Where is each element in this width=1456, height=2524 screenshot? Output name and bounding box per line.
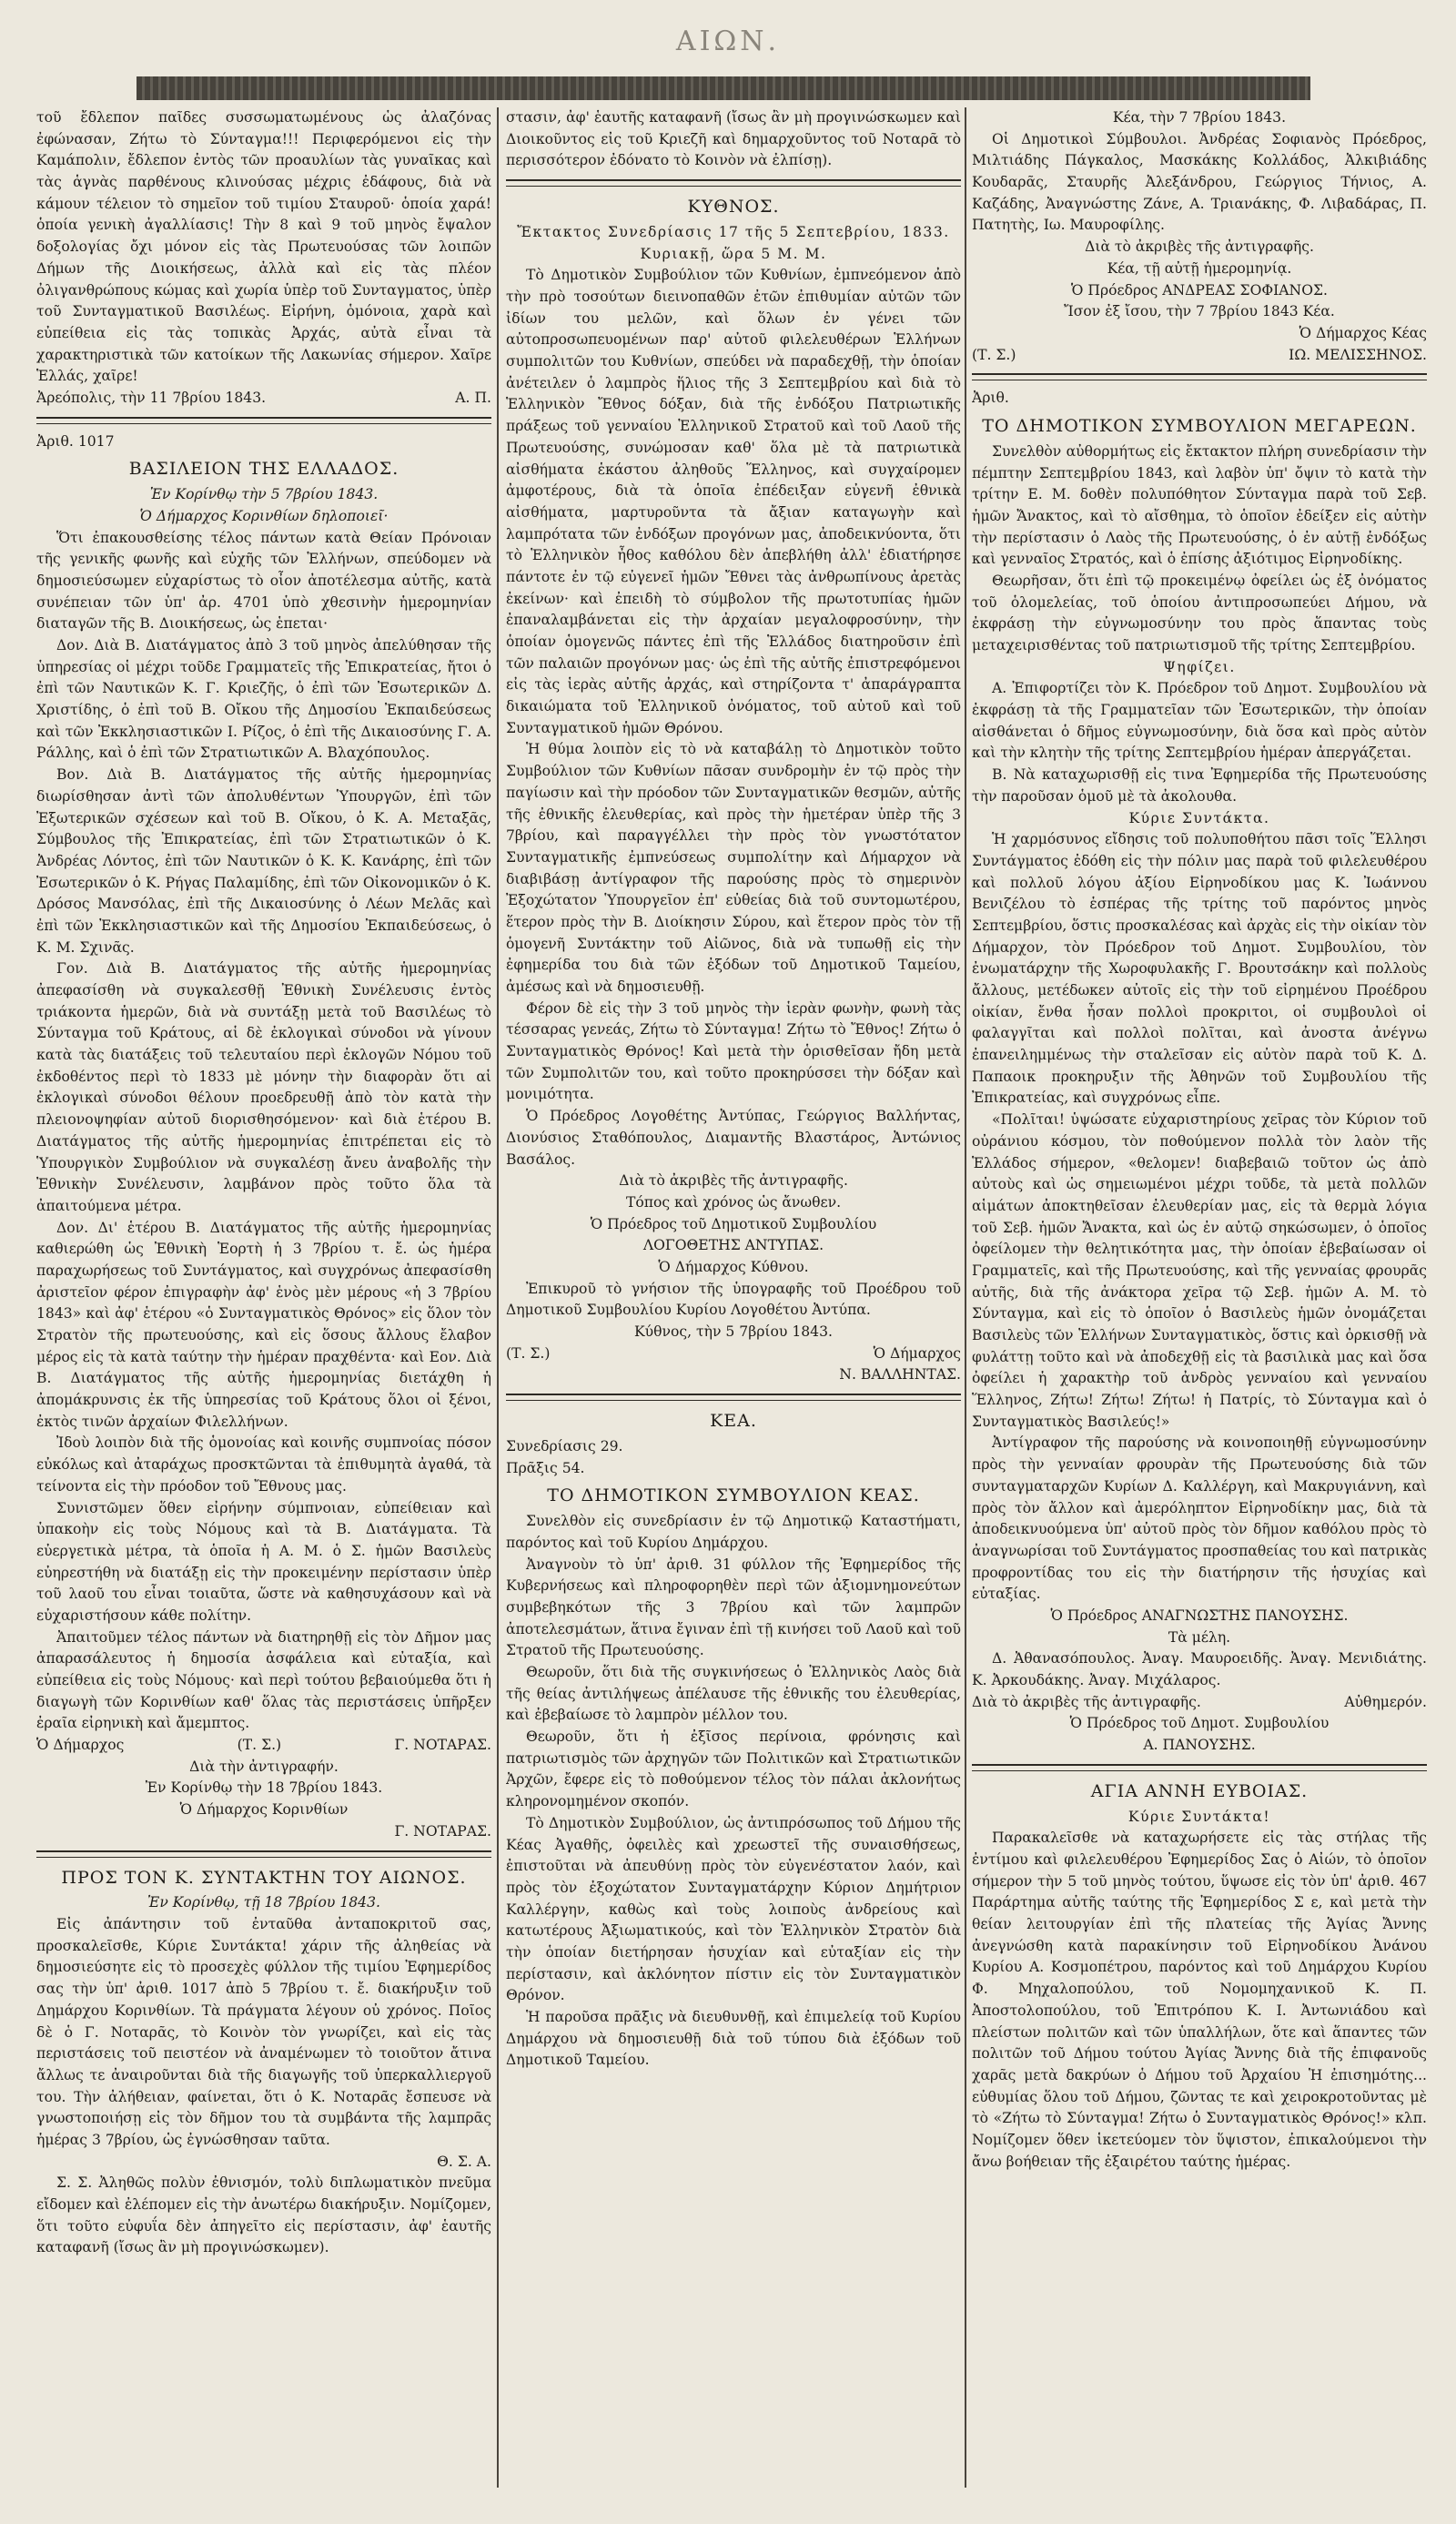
article-number: Ἀριθ. 1017	[36, 432, 115, 450]
dateline: Κέα, τὴν 7 7βρίου 1843.	[1112, 109, 1287, 126]
section-rule	[506, 179, 961, 187]
article-text: τοῦ ἔδλεπον παῖδες συσσωματωμένους ὡς ἀλαζόνας ἐφώνασαν, Ζήτω τὸ Σύνταγμα!!! Περιφερόμενοι εἰς τὴν Καμάπολιν, ἔδλεπον ἐντὸς τῶν προαυλίων τὰς γυναῖκας καὶ τὰς ἁγνὰς παρθένους κλινούσας μέχρις ἐδάφους, διὰ νὰ κάμουν τέλειον τὸ σημεῖον τοῦ τιμίου Σταυροῦ· ὁποία χαρά! ὁποία γενικὴ ἀγαλλίασις! Τὴν 8 καὶ 9 τοῦ μηνὸς ἔψαλον δοξολογίας ὄχι μόνον εἰς τὰς Πρωτευούσας τῶν λοιπῶν Δήμων τῆς Διοικήσεως, ἀλλὰ καὶ εἰς τὰς πλέον ὀλιγανθρώπους κώμας καὶ χωρία ὑπὲρ τοῦ Συνταγματος, ὑπὲρ τοῦ Συνταγματικοῦ Βασιλέως. Εἰρήνη, ὁμόνοια, χαρὰ καὶ εὐπείθεια εἰς τὰς τοπικὰς Ἀρχάς, αὐτὰ εἶναι τὰ χαρακτηριστικὰ τῶν κατοίκων τῆς Λακωνίας σήμερον. Χαῖρε Ἑλλάς, χαῖρε!	[36, 109, 491, 385]
paragraph: Ἡ θύμα λοιπὸν εἰς τὸ νὰ καταβάλῃ τὸ Δημοτικὸν τοῦτο Συμβούλιον τῶν Κυθνίων πᾶσαν συνδρομὴν ἐν τῷ πρὸς τὴν παγίωσιν καὶ τὴν πρόοδον τῶν Συνταγματικῶν θεσμῶν, αὐτῆς τῆς ἐθνικῆς ἐλευθερίας, καὶ πρὸς τὴν ἡμετέραν ὑπὲρ τῆς 3 7βρίου, καὶ παραγγέλλει τὴν πρὸς τὸν γνωστότατον Συνταγματικῆς ἐμπνεύσεως συμπολίτην καὶ Δήμαρχον νὰ διαβιβάσῃ ἀντίγραφον τῆς παρούσης πρὸς τὸ σημερινὸν Ἐξοχώτατον Ὑπουργεῖον ἐπ' εὐθείας διὰ τοῦ συντομωτέρου, ἕτερον πρὸς τὴν Β. Διοίκησιν Σύρου, καὶ ἕτερον πρὸς τὸν τῇ ὁμογενῆ Συντάκτην τοῦ Αἰῶνος, διὰ νὰ τυπωθῇ εἰς τὴν ἐφημερίδα του διὰ τῶν ἐξόδων τοῦ Δημοτικοῦ Ταμείου, ἀμέσως καὶ νὰ δημοσιευθῇ.	[506, 741, 961, 995]
resolution-heading: Ψηφίζει.	[1163, 658, 1236, 675]
dateline: Κύθνος, τὴν 5 7βρίου 1843.	[633, 1323, 833, 1340]
seal-mark: (Τ. Σ.)	[972, 346, 1016, 363]
section-heading: ΒΑΣΙΛΕΙΟΝ ΤΗΣ ΕΛΛΑΔΟΣ.	[128, 459, 399, 480]
section-rule	[972, 1764, 1427, 1771]
dateline: Ἀρεόπολις, τὴν 11 7βρίου 1843.	[36, 389, 267, 406]
copy-note: Διὰ τὴν ἀντιγραφήν.	[189, 1758, 339, 1775]
signature-name: ΙΩ. ΜΕΛΙΣΣΗΝΟΣ.	[1289, 346, 1427, 363]
section-rule	[36, 1850, 491, 1858]
editor-note: Σ. Σ. Ἀληθῶς πολὺν ἐθνισμόν, τολὺ διπλωματικὸν πνεῦμα εἴδομεν καὶ ἐλέπομεν εἰς τὴν ἀνωτέρω διακήρυξιν. Νομίζομεν, ὅτι τοῦτο εὐφυΐα δὲν ἀπηγεῖτο εἰς περίστασιν, ἀφ' ἑαυτῆς καταφανῆ (ἴσως ἂν μὴ προγινώσκωμεν).	[36, 2174, 491, 2256]
signature-title: Ὁ Πρόεδρος τοῦ Δημοτ. Συμβουλίου	[1069, 1715, 1330, 1732]
copy-note: Διὰ τὸ ἀκριβὲς τῆς ἀντιγραφῆς.	[1085, 238, 1314, 256]
place-note: Τόπος καὶ χρόνος ὡς ἄνωθεν.	[625, 1193, 842, 1211]
signature-line	[972, 1692, 1427, 1714]
signature-name: Ὁ Πρόεδρος ΑΝΑΓΝΩΣΤΗΣ ΠΑΝΟΥΣΗΣ.	[1050, 1607, 1349, 1624]
signature-name: Ν. ΒΑΛΛΗΝΤΑΣ.	[839, 1366, 961, 1384]
paragraph: Παρακαλεῖσθε νὰ καταχωρήσετε εἰς τὰς στήλας τῆς ἐντίμου καὶ φιλελευθέρου Ἐφημερίδος Σας ὁ Αἰών, τὸ ὁποῖον σήμερον τὴν 5 τοῦ μηνὸς τούτου, ὕψωσε εἰς τὸν ὑπ' ἀριθ. 467 Παράρτημα αὐτῆς ταύτης τῆς Ἐφημερίδος Σ ε, καὶ μετὰ τὴν θείαν λειτουργίαν ἐπὶ τῆς πλατείας τῆς Ἁγίας Ἄννης ἀνεγνώσθη κατὰ παρακίνησιν τοῦ Εἰρηνοδίκου Ἀνάνου Κυρίου Α. Κοσμοπέτρου, παρόντος καὶ τοῦ Δημάρχου Κυρίου Φ. Μηχαλοπούλου, τοῦ Νομομηχανικοῦ Κ. Π. Ἀποστολοπούλου, τοῦ Ἐπιτρόπου Κ. Ι. Ἀντωνιάδου καὶ πλείστων πολιτῶν καὶ τῶν ὑπαλλήλων, ὅτε καὶ ἅπαντες τῶν πολιτῶν τοῦ Δήμου τούτου Ἁγίας Ἄννης διὰ τῆς ἐπιφανοῦς χαρᾶς μετὰ δακρύων ὁ Δήμου τοῦ Ἀρχαίου Ἡ ἐπισημότης... εὐθυμίας ὅλου τοῦ Δήμου, ζῶντας τε καὶ χειροκροτοῦντας μὲ τὸ «Ζήτω τὸ Σύνταγμα! Ζήτω ὁ Συνταγματικὸς Θρόνος!» κλπ. Νομίζομεν ὅθεν ἱκετεύομεν τὸν ὕψιστον, ἐπικαλούμενοι τὴν ἄνω βοήθειαν τῆς ἐξαιρέτου ταύτης ἡμέρας.	[972, 1830, 1427, 2170]
session-number: Συνεδρίασις 29.	[506, 1437, 623, 1455]
paragraph: Τὸ Δημοτικὸν Συμβούλιον, ὡς ἀντιπρόσωπος τοῦ Δήμου τῆς Κέας Ἀγαθῆς, ὀφειλὲς καὶ χρεωστεῖ τῆς συναισθήσεως, ἐπιστοῦται νὰ ἀπευθύνῃ πρὸς τὸν εὐγενέστατον λαόν, καὶ πρὸς τὸν ἐξοχώτατον Συνταγματάρχην Κύριον Δημήτριον Καλλέργην, καθὼς καὶ τοὺς λοιποὺς ἀνδρείους καὶ κατωτέρους Ἀξιωματικούς, καὶ τὸν Ἑλληνικὸν Στρατὸν διὰ τὴν ὁποίαν διετήρησαν ἡσυχίαν καὶ εὐταξίαν εἰς τὴν περίστασιν, καὶ ἀκλόνητον πίστιν εἰς τὸν Συνταγματικὸν Θρόνον.	[506, 1814, 961, 2004]
paragraph: Δον. Δι' ἑτέρου Β. Διατάγματος τῆς αὐτῆς ἡμερομηνίας καθιερώθη ὡς Ἐθνικὴ Ἑορτὴ ἡ 3 7βρίου τ. ἔ. ὡς ἡμέρα παραχωρήσεως τοῦ Συντάγματος, καὶ συγχρόνως ἀπεφασίσθη ἀριστεῖον φέρον ἐπιγραφὴν ἀφ' ἑνὸς μὲν μέρους «ἡ 3 7βρίου 1843» καὶ ἀφ' ἑτέρου «ὁ Συνταγματικὸς Θρόνος» εἰς ὅλον τὸν Στρατὸν τῆς πρωτευούσης, καὶ εἰς ὅσους ἄλλους ἔλαβον μέρος εἰς τὰ κατὰ ταύτην τὴν ἡμέραν πραχθέντα· καὶ Εον. Διὰ Β. Διατάγματος τῆς αὐτῆς ἡμερομηνίας διετάχθη ἡ ἀπομάκρυνσις ἐκ τῆς ὑπηρεσίας τοῦ Κράτους ὅλοι οἱ ξένοι, ἐκτὸς τινῶν ἀρχαίων Φιλελλήνων.	[36, 1219, 491, 1430]
paragraph: Φέρον δὲ εἰς τὴν 3 τοῦ μηνὸς τὴν ἱερὰν φωνὴν, φωνὴ τὰς τέσσαρας γενεάς, Ζήτω τὸ Σύνταγμα! Ζήτω τὸ Ἔθνος! Ζήτω ὁ Συνταγματικὸς Θρόνος! Καὶ μετὰ τὴν ὁρισθεῖσαν ἤδη μετὰ τῶν Συμπολιτῶν του, καὶ τοῦτο προκηρύσσει τὴν δόξαν καὶ μονιμότητα.	[506, 999, 961, 1103]
members-label: Τὰ μέλη.	[1168, 1628, 1231, 1646]
paragraph: Συνελθὸν αὐθορμήτως εἰς ἔκτακτον πλήρη συνεδρίασιν τὴν πέμπτην Σεπτεμβρίου 1843, καὶ λαβὸν ὑπ' ὄψιν τὸ κατὰ τὴν τρίτην Ε. Μ. δοθὲν πολυπόθητον Σύνταγμα παρὰ τοῦ Σεβ. ἡμῶν Ἄνακτος, καὶ τὸ αἴσθημα, τὸ ὁποῖον ἐδείξεν εἰς αὐτὴν τὴν περίστασιν ὁ Λαὸς τῆς Πρωτευούσης, ὁ ἐν αὐτῇ ἐνδόξως καὶ γενναῖος Στρατός, καὶ ὁ ἐπίσης ἀξιότιμος Εἰρηνοδίκης.	[972, 442, 1427, 568]
paragraph: Ὅτι ἐπακουσθείσης τέλος πάντων κατὰ Θείαν Πρόνοιαν τῆς γενικῆς φωνῆς καὶ εὐχῆς τῶν Ἑλλήνων, σπεύδομεν νὰ δημοσιεύσωμεν εὐχαρίστως τὸ οἶον ἀποτέλεσμα αὐτῆς, κατὰ συνέπειαν τῶν ὑπ' ἀρ. 4701 ὑπὸ χθεσινὴν ἡμερομηνίαν διαταγῶν τῆς Β. Διοικήσεως, ὡς ἑπεται·	[36, 529, 491, 633]
paragraph: Δον. Διὰ Β. Διατάγματος ἀπὸ 3 τοῦ μηνὸς ἀπελύθησαν τῆς ὑπηρεσίας οἱ μέχρι τοῦδε Γραμματεῖς τῆς Ἐπικρατείας, ἤτοι ὁ ἐπὶ τῶν Ναυτικῶν Κ. Γ. Κριεζῆς, ὁ ἐπὶ τῶν Ἐσωτερικῶν Δ. Χριστίδης, ὁ ἐπὶ τοῦ Β. Οἴκου τῆς Δημοσίου Ἐκπαιδεύσεως καὶ τῶν Ἐκκλησιαστικῶν Ι. Ρίζος, ὁ ἐπὶ τῆς Δικαιοσύνης Γ. Α. Ράλλης, καὶ ὁ ἐπὶ τῶν Στρατιωτικῶν Α. Βλαχόπουλος.	[36, 637, 491, 762]
signature-title: Ὁ Δήμαρχος	[36, 1737, 125, 1754]
salutation: Κύριε Συντάκτα!	[1127, 1808, 1271, 1825]
copy-note: Διὰ τὸ ἀκριβὲς τῆς ἀντιγραφῆς.	[972, 1693, 1201, 1710]
paragraph: Ἀπαιτοῦμεν τέλος πάντων νὰ διατηρηθῇ εἰς τὸν Δῆμον μας ἀπαρασάλευτος ἡ δημοσία ἀσφάλεια καὶ εὐταξία, καὶ εὐπείθεια εἰς τοὺς Νόμους· καὶ περὶ τούτου βεβαιούμεθα ὅτι ἡ διαγωγὴ τῶν Κορινθίων καθ' ὅλας τὰς περιστάσεις ὑπῆρξεν ἐραῖα εἰρηνικὴ καὶ ἄμεμπτος.	[36, 1628, 491, 1732]
paragraph: Συνιστῶμεν ὅθεν εἰρήνην σύμπνοιαν, εὐπείθειαν καὶ ὑπακοὴν εἰς τοὺς Νόμους καὶ τὰ Β. Διατάγματα. Τὰ εὐεργετικὰ μέτρα, τὰ ὁποῖα ἡ Α. Μ. ὁ Σ. ἡμῶν Βασιλεὺς εὐηρεστήθη νὰ διατάξῃ εἰς τὴν προκειμένην περίστασιν ὑπὲρ τοῦ λαοῦ του εἶναι τοιαῦτα, ὥστε νὰ καθησυχάσουν καὶ νὰ εὐχαριστήσουν κάθε πολίτην.	[36, 1499, 491, 1624]
dateline: Ἐν Κορίνθῳ τὴν 18 7βρίου 1843.	[145, 1779, 383, 1797]
signature-name: Ὁ Πρόεδρος ΑΝΔΡΕΑΣ ΣΟΦΙΑΝΟΣ.	[1071, 281, 1328, 299]
paragraph: Συνελθὸν εἰς συνεδρίασιν ἐν τῷ Δημοτικῷ Καταστήματι, παρόντος καὶ τοῦ Κυρίου Δημάρχου.	[506, 1513, 961, 1551]
dateline: Αὐθημερόν.	[1344, 1693, 1427, 1710]
section-rule	[506, 1394, 961, 1401]
paragraph: Θεωρῆσαν, ὅτι ἐπὶ τῷ προκειμένῳ ὀφείλει ὡς ἐξ ὀνόματος τοῦ ὁλομελείας, τοῦ ὁποίου ἀντιπροσωπεύει Δήμου, νὰ ἐκφράσῃ τὴν εὐγνωμοσύνην του πρὸς ἅπαντας τοὺς μεταχειρισθέντας τοῦ πατριωτισμοῦ τῆς τρίτης Σεπτεμβρίου.	[972, 572, 1427, 654]
paragraph: Γον. Διὰ Β. Διατάγματος τῆς αὐτῆς ἡμερομηνίας ἀπεφασίσθη νὰ συγκαλεσθῇ Ἐθνικὴ Συνέλευσις ἐντὸς τριάκοντα ἡμερῶν, διὰ νὰ συντάξῃ μετὰ τοῦ Βασιλέως τὸ Σύνταγμα τοῦ Κράτους, αἱ δὲ ἐκλογικαὶ σύνοδοι νὰ γίνουν κατὰ τὰς διατάξεις τοῦ τελευταίου περὶ ἐκλογῶν Νόμου τοῦ ἐκδοθέντος περὶ τὸ 1833 μὲ μόνην τὴν διαφορὰν ὅτι αἱ ἐκλογικαὶ σύνοδοι θέλουν προεδρευθῇ ἀπὸ τὸν κατὰ τὴν πλειονοψηφίαν αὐτοῦ διορισθησόμενον· καὶ διὰ ἑτέρου Β. Διατάγματος τῆς αὐτῆς ἡμερομηνίας ἐπιτρέπεται εἰς τὸ Ὑπουργικὸν Συμβούλιον νὰ συγκαλέσῃ ἄνευ ἀναβολῆς τὴν Ἐθνικὴν Συνέλευσιν, λαμβάνον πρὸς τοῦτο ὅλα τὰ ἀπαιτούμενα μέτρα.	[36, 960, 491, 1214]
signature-line	[972, 345, 1427, 367]
signers: Οἱ Δημοτικοὶ Σύμβουλοι. Ἀνδρέας Σοφιανὸς Πρόεδρος, Μιλτιάδης Πάγκαλος, Μασκάκης Κολλάδος, Ἀλκιβιάδης Κουδαρᾶς, Σταυρῆς Ἀλεξάνδρου, Γεώργιος Τήνιος, Α. Καζάδης, Ἀναγνώστης Ζάνε, Α. Τριανάκης, Φ. Λιβαδάρας, Π. Πατητὴς, Ιω. Μαυροφίλης.	[972, 130, 1427, 234]
signers: Δ. Ἀθανασόπουλος. Ἀναγ. Μαυροειδῆς. Ἀναγ. Μενιδιάτης. Κ. Ἀρκουδάκης. Ἀναγ. Μιχάλαρος.	[972, 1650, 1427, 1688]
column-2	[506, 107, 961, 2497]
paragraph: Θεωροῦν, ὅτι ἡ ἐξῖσος περίνοια, φρόνησις καὶ πατριωτισμὸς τῶν ἀρχηγῶν τῶν Πολιτικῶν καὶ Στρατιωτικῶν Ἀρχῶν, ἔφερε εἰς τὸ ποθούμενον τέλος τὸν πάλαι ἀκλονήτως κληρονομημένον σκοπόν.	[506, 1728, 961, 1810]
author-initials: Α. Π.	[455, 389, 491, 406]
signature-title: Ὁ Δήμαρχος Κύθνου.	[658, 1258, 809, 1275]
dateline: Ἐν Κορίνθῳ, τῇ 18 7βρίου 1843.	[147, 1894, 380, 1911]
section-rule	[972, 373, 1427, 380]
paragraph: Θεωροῦν, ὅτι διὰ τῆς συγκινήσεως ὁ Ἑλληνικὸς Λαὸς διὰ τῆς θείας ἀντιλήψεως ἀπέλαυσε τῆς ἐθνικῆς του ἐλευθερίας, καὶ ἐβεβαίωσε τὸ λαμπρὸν μέλλον του.	[506, 1664, 961, 1724]
author-initials: Θ. Σ. Α.	[437, 2153, 491, 2170]
signers: Ὁ Πρόεδρος Λογοθέτης Ἀντύπας, Γεώργιος Βαλλήντας, Διονύσιος Σταθόπουλος, Διαμαντῆς Βλαστάρος, Ἀντώνιος Βασάλος.	[506, 1108, 961, 1168]
signature-title: Ὁ Δήμαρχος Κέας	[1299, 324, 1427, 341]
paragraph: Εἰς ἀπάντησιν τοῦ ἐνταῦθα ἀνταποκριτοῦ σας, προσκαλεῖσθε, Κύριε Συντάκτα! χάριν τῆς ἀληθείας νὰ δημοσιεύσητε εἰς τὸ προσεχὲς φύλλον τῆς τιμίου Ἐφημερίδος σας τὴν ὑπ' ἀριθ. 1017 ἀπὸ 5 7βρίου τ. ἔ. διακήρυξιν τοῦ Δημάρχου Κορινθίων. Τὰ πράγματα λέγουν οὐ χρόνος. Ποῖος δὲ ὁ Γ. Νοταρᾶς, τὸ Κοινὸν τὸν γνωρίζει, καὶ εἰς τὰς περιστάσεις τοῦ πειστέον νὰ ἀναμένωμεν τὸ τοιοῦτον ἄτινα ἄλλως τε ἀναιροῦνται διὰ τῆς διαγωγῆς τοῦ ὑπερκαλλιεργοῦ του. Τὴν ἀλήθειαν, φαίνεται, ὅτι ὁ Κ. Νοταρᾶς ἔσπευσε νὰ γνωστοποιήσῃ εἰς τὸν δῆμον του τὰ συμβάντα τῆς λαμπρᾶς ἡμέρας 3 7βρίου, ὡς ἐγνώσθησαν ταῦτα.	[36, 1916, 491, 2148]
endorsement: Ἐπικυροῦ τὸ γνήσιον τῆς ὑπογραφῆς τοῦ Προέδρου τοῦ Δημοτικοῦ Συμβουλίου Κυρίου Λογοθέτου Ἀντύπα.	[506, 1280, 961, 1319]
section-heading: ΠΡΟΣ ΤΟΝ Κ. ΣΥΝΤΑΚΤΗΝ ΤΟΥ ΑΙΩΝΟΣ.	[61, 1867, 467, 1888]
section-heading: ΚΥΘΝΟΣ.	[687, 197, 780, 218]
paragraph: Ἡ παροῦσα πρᾶξις νὰ διευθυνθῇ, καὶ ἐπιμελείᾳ τοῦ Κυρίου Δημάρχου νὰ δημοσιευθῇ διὰ τοῦ τύπου διὰ ἐξόδων τοῦ Δημοτικοῦ Ταμείου.	[506, 2009, 961, 2069]
section-rule	[36, 417, 491, 424]
signature-line	[36, 1735, 491, 1757]
signature-name: ΛΟΓΟΘΕΤΗΣ ΑΝΤΥΠΑΣ.	[642, 1237, 824, 1254]
subheading: ΤΟ ΔΗΜΟΤΙΚΟΝ ΣΥΜΒΟΥΛΙΟΝ ΚΕΑΣ.	[547, 1485, 920, 1506]
speech: «Πολῖται! ὑψώσατε εὐχαριστηρίους χεῖρας τὸν Κύριον τοῦ οὐράνιου κόσμου, τὸν ποθούμενον πολλὰ τὸν λαὸν τῆς Ἑλλάδος σήμερον, «θελομεν! διαβεβαιῶ τοῦτον ὡς ἀπὸ αὐτοὺς καὶ ὡς σημειωμένοι μέχρι τοῦδε, τὰ μετὰ πολλῶν αἱμάτων ἀποκτηθεῖσαν ἐλευθερίαν μας, εἰς τὰ θερμὰ λόγια τοῦ Σεβ. ἡμῶν Ἄνακτα, καὶ ὡς ἐν αὐτῷ σηκώσωμεν, ὁ ὁποῖος ὀφείλομεν τὴν θελητικότητα μας, τὴν ὁποίαν ἐβεβαίωσαν οἱ Γραμματεῖς, καὶ τῆς Πρωτευούσης, καὶ τῆς γενναίας φρουρᾶς αὐτῆς, διὰ τῆς ἀνάκτορα χεῖρα τῷ Σεβ. ἡμῶν Α. Μ. τὸ Σύνταγμα, καὶ εἰς τὸ ὁποῖον ὁ Βασιλεὺς ἡμῶν ὀνομάζεται Βασιλεὺς τῶν Ἑλλήνων Συνταγματικὸς, ὅστις καὶ ὀρκισθῇ νὰ φυλάττῃ τοῦτο καὶ νὰ ἀποδεχθῇ εἰς τὰ βασιλικὰ μας καὶ ὅσα ὀφείλει ἡ χαρακτὴρ τοῦ ἀνδρὸς γενναίου καὶ γενναίου Ἕλληνος, Ζήτω! Ζήτω! Ζήτω! ἡ Πατρίς, τὸ Σύνταγμα καὶ ὁ Συνταγματικὸς Βασιλεύς!»	[972, 1111, 1427, 1430]
paragraph: Ἡ χαρμόσυνος εἴδησις τοῦ πολυποθήτου πᾶσι τοῖς Ἕλλησι Συντάγματος ἐδόθη εἰς τὴν πόλιν μας παρὰ τοῦ φιλελευθέρου καὶ πολλοῦ λόγου ἀξίου Εἰρηνοδίκου μας Κ. Ἰωάννου Βενιζέλου τὸ ἑσπέρας τῆς τρίτης τοῦ παρόντος μηνὸς Σεπτεμβρίου, ὅστις προσκαλέσας καὶ ἀρχὰς εἰς τὴν οἰκίαν τὸν Δήμαρχον, τὸν Πρόεδρον τοῦ Δημοτ. Συμβουλίου, τὸν ἐνωματάρχην τῆς Χωροφυλακῆς Γ. Βρουτσάκην καὶ πολλοὺς ἄλλους, μετέδωκεν αὐτοῖς εἰς τὴν τοῦ εἰρημένου Προέδρου οἰκίαν, ἔνθα ἦσαν πολλοὶ προκριτοι, οἱ συμβουλοὶ οἱ φαλαγγῖται καὶ πολλοὶ πολῖται, καὶ ἀνοστα ἀνέγνω ἐπανειλημμένως τὴν σταλεῖσαν εἰς αὐτὸν παρὰ τοῦ Κ. Δ. Παπαοικ προκηρυξιν τῆς Ἀθηνῶν τοῦ Συμβουλίου τῆς Ἐπικρατείας, καὶ συγχρόνως εἶπε.	[972, 831, 1427, 1107]
column-divider-2	[965, 107, 966, 2488]
masthead: ΑΙΩΝ.	[675, 25, 781, 57]
section-heading: ΤΟ ΔΗΜΟΤΙΚΟΝ ΣΥΜΒΟΥΛΙΟΝ ΜΕΓΑΡΕΩΝ.	[982, 415, 1417, 436]
signature-name: Α. ΠΑΝΟΥΣΗΣ.	[1143, 1737, 1256, 1754]
signature-title: Ὁ Πρόεδρος τοῦ Δημοτικοῦ Συμβουλίου	[590, 1215, 877, 1232]
paragraph: Ἀναγνοὺν τὸ ὑπ' ἀριθ. 31 φύλλον τῆς Ἐφημερίδος τῆς Κυβερνήσεως καὶ πληροφορηθὲν περὶ τῶν ἀξιομνημονεύτων συμβεβηκότων τῆς 3 7βρίου καὶ τῶν λαμπρῶν ἀποτελεσμάτων, ἅτινα ἔγιναν ἐπὶ τῇ κινήσει τοῦ Λαοῦ καὶ τοῦ Στρατοῦ τῆς Πρωτευούσης.	[506, 1556, 961, 1659]
signature-line	[506, 1343, 961, 1365]
session-title: Ἔκτακτος Συνεδρίασις 17 τῆς 5 Σεπτεβρίου, 1833. Κυριακῇ, ὥρα 5 Μ. Μ.	[517, 223, 950, 262]
column-divider-1	[497, 107, 499, 2488]
top-ornamental-rule	[136, 76, 1310, 100]
seal-mark: (Τ. Σ.)	[237, 1737, 282, 1754]
section-heading: ΚΕΑ.	[710, 1411, 757, 1432]
paragraph: Τὸ Δημοτικὸν Συμβούλιον τῶν Κυθνίων, ἐμπνεόμενον ἀπὸ τὴν πρὸ τοσούτων διεινοπαθῶν ἐτῶν ἐπιθυμίαν αὐτῶν τῶν ἰδίων του μελῶν, καὶ ὅλων ἐν γένει τῶν αὐτοπροσωπευομένων παρ' αὐτοῦ φιλελευθέρων Ἑλλήνων συμπολιτῶν του Κυθνίων, σπεύδει νὰ παραδεχθῇ, τὴν ὁποίαν ἀνέτειλεν ὁ λαμπρὸς ἥλιος τῆς 3 Σεπτεμβρίου καὶ διὰ τὸ Ἑλληνικὸν Ἔθνος δόξαν, διὰ τῆς ἐνδόξου Πατριωτικῆς πράξεως τοῦ γενναίου Ἑλληνικοῦ Στρατοῦ καὶ τοῦ Λαοῦ τῆς Πρωτευούσης, συνώμοσαν καθ' ὅλα μὲ τὰ πατριωτικὰ αἰσθήματα ἑκάστου ἀληθοῦς Ἕλληνος, καὶ συγχαίρομεν ἀμφοτέρους, διὰ τὰ ὁποῖα ἐπέδειξαν εὐγενῆ ἐθνικὰ αἰσθήματα, μαρτυροῦντα τὰ ἄξιαν καταγωγὴν καὶ λαμπρότατα τῶν ἐνδόξων προγόνων μας, ἀποδεικνύοντα, ὅτι τὸ Ἑλληνικὸν ἦθος καθόλου δὲν ἀπεβλήθη ἀλλ' ἐδιατήρησε πάντοτε ἐν τῷ εὐγενεῖ ἡμῶν Ἔθνει τὰς ἀνθρωπίνους ἀρετὰς ἐκείνων· καὶ ἐπειδὴ τὸ σύμβολον τῆς πρωτοτυπίας ἡμῶν ἐπαναλαμβάνεται εἰς τὴν ἀρχαίαν μεγαλοφροσύνην, τὴν ὁποίαν ὁμογενῶς πάντες ἐπὶ τῆς Ἑλλάδος διατηροῦσιν ἐπὶ τῶν παλαιῶν προγόνων μας· ὡς ἐπὶ τῆς αὐτῆς ἐπιστρεφόμενοι εἰς τὰς ἱερὰς αὐτῆς ἀρχάς, καὶ στηρίζοντα τ' ἀπαράγραπτα δικαιώματα τοῦ Ἑλληνικοῦ ὀνόματος, τοῦ αὐτοῦ καὶ τοῦ Συνταγματικοῦ ἡμῶν Θρόνου.	[506, 267, 961, 736]
act-number: Πρᾶξις 54.	[506, 1459, 585, 1476]
signature-name: Γ. ΝΟΤΑΡΑΣ.	[394, 1822, 491, 1840]
signature-name: Γ. ΝΟΤΑΡΑΣ.	[394, 1737, 491, 1754]
dateline: Ἐν Κορίνθῳ τὴν 5 7βρίου 1843.	[149, 486, 379, 503]
column-1	[36, 107, 491, 2497]
column-3	[972, 107, 1427, 2497]
paragraph: Βον. Διὰ Β. Διατάγματος τῆς αὐτῆς ἡμερομηνίας διωρίσθησαν ἀντὶ τῶν ἀπολυθέντων Ὑπουργῶν, ἐπὶ τῶν Ἐξωτερικῶν σχέσεων καὶ τοῦ Β. Οἴκου, ὁ Κ. Α. Μεταξᾶς, Σύμβουλος τῆς Ἐπικρατείας, ἐπὶ τῶν Στρατιωτικῶν ὁ Κ. Ἀνδρέας Λόντος, ἐπὶ τῶν Ναυτικῶν ὁ Κ. Κ. Κανάρης, ἐπὶ τῶν Ἐσωτερικῶν ὁ Κ. Ρήγας Παλαμίδης, ἐπὶ τῶν Οἰκονομικῶν ὁ Κ. Δρόσος Μανσόλας, ἐπὶ τῆς Δικαιοσύνης ὁ Λέων Μελᾶς καὶ ἐπὶ τῶν Ἐκκλησιαστικῶν καὶ τῆς Δημοσίου Ἐκπαιδεύσεως, ὁ Κ. Μ. Σχινᾶς.	[36, 766, 491, 956]
signature-title: Ὁ Δήμαρχος	[873, 1344, 961, 1362]
seal-mark: (Τ. Σ.)	[506, 1344, 551, 1362]
article-text: στασιν, ἀφ' ἑαυτῆς καταφανῆ (ἴσως ἂν μὴ προγινώσκωμεν καὶ Διοικοῦντος εἰς τοῦ Κριεζῆ καὶ δημαρχοῦντος τοῦ Νοταρᾶ τὸ περισσότερον ἐδόνατο τὸ Κοινὸν νὰ ἐλπίσῃ).	[506, 109, 961, 169]
equal-note: Ἴσον ἐξ ἴσου, τὴν 7 7βρίου 1843 Κέα.	[1064, 303, 1335, 320]
article-number: Ἀριθ.	[972, 390, 1009, 407]
paragraph: Ἰδοὺ λοιπὸν διὰ τῆς ὁμονοίας καὶ κοινῆς συμπνοίας πόσον εὐκόλως καὶ ἀταράχως προσκτῶνται τὰ ἐπιθυμητὰ ἀγαθά, τὰ τείνοντα εἰς τὴν πρόοδον τοῦ Ἔθνους μας.	[36, 1434, 491, 1495]
paragraph: Β. Νὰ καταχωρισθῇ εἰς τινα Ἐφημερίδα τῆς Πρωτευούσης τὴν παροῦσαν ὁμοῦ μὲ τὰ ἀκολουθα.	[972, 766, 1427, 805]
signature-title: Ὁ Δήμαρχος Κορινθίων	[179, 1801, 349, 1819]
salutation: Κύριε Συντάκτα.	[1128, 809, 1270, 826]
paragraph: Ἀντίγραφον τῆς παρούσης νὰ κοινοποιηθῇ εὐγνωμοσύνην πρὸς τὴν γενναίαν φρουρὰν τῆς Πρωτευούσης διὰ τῶν συνταγματαρχῶν Κυρίων Δ. Καλλέργη, καὶ Μακρυγιάννη, καὶ πρὸς τὸν ἄλλον καὶ ἀμερόληπτον Εἰρηνοδίκην μας, διὰ τὰ ἀποδεικνυούμενα ὑπ' αὐτοῦ πρὸς τὸν δῆμον καθόλου πρὸς τὸ ἀναγνωρίσαι τοῦ Συντάγματος προσπαθείας του καὶ πατρικὰς προφροντίδας του εἰς τὴν διατήρησιν τῆς ἡσυχίας καὶ εὐταξίας.	[972, 1434, 1427, 1603]
section-heading: ΑΓΙΑ ΑΝΝΗ ΕΥΒΟΙΑΣ.	[1090, 1780, 1309, 1801]
place-note: Κέα, τῇ αὐτῇ ἡμερομηνίᾳ.	[1107, 259, 1292, 277]
paragraph: Α. Ἐπιφορτίζει τὸν Κ. Πρόεδρον τοῦ Δημοτ. Συμβουλίου νὰ ἐκφράσῃ τὰ τῆς Γραμματεῖαν τῶν Ἐσωτερικῶν, τὴν ὁποίαν αἰσθάνεται ὁ δῆμος εὐγνωμοσύνην, διὰ ὅσα καὶ πρὸς αὐτὸν καὶ τὴν κλητὴν τῆς τρίτης Σεπτεμβρίου ἡμέραν ἀπεργάζεται.	[972, 680, 1427, 762]
copy-note: Διὰ τὸ ἀκριβὲς τῆς ἀντιγραφῆς.	[619, 1172, 848, 1190]
signature-line	[36, 388, 491, 410]
subheading: Ὁ Δήμαρχος Κορινθίων δηλοποιεῖ·	[139, 507, 389, 524]
